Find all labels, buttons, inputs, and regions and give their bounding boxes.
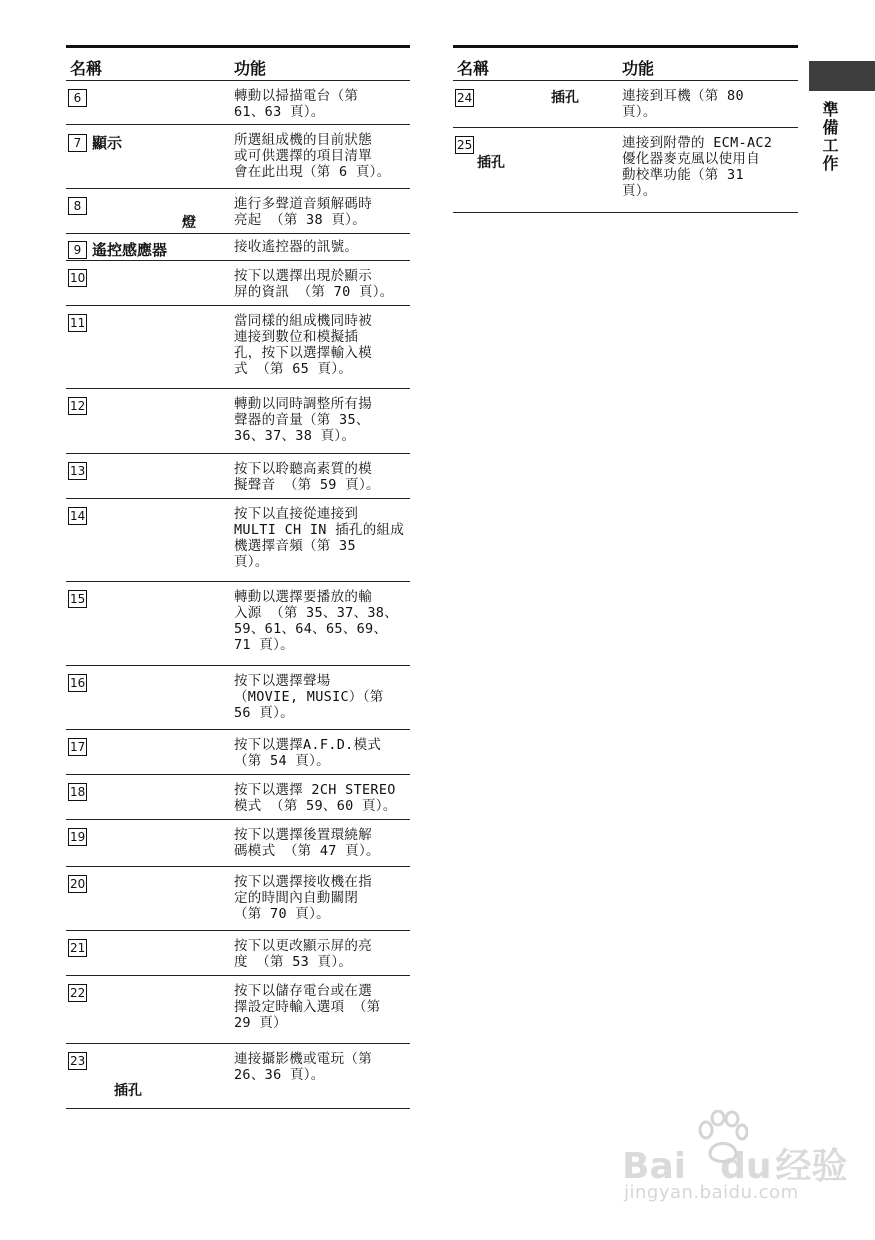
item-number: 17 [70,739,86,754]
item-number: 25 [457,137,473,152]
name-column-header: 名稱 [70,59,103,78]
table-row [66,389,410,454]
item-name: 插孔 [114,1083,142,1099]
item-number: 8 [68,197,87,215]
table-row [66,189,410,234]
table-row [66,666,410,730]
table-header [66,48,410,81]
item-number: 15 [70,591,86,606]
table-row [453,128,798,212]
item-function: 按下以直接從連接到 MULTI CH IN 插孔的組成 機選擇音頻（第 35 頁）。 [234,506,405,570]
item-function: 轉動以選擇要播放的輸 入源 （第 35、37、38、 59、61、64、65、69、 71 頁）。 [234,589,399,653]
item-function: 按下以選擇 2CH STEREO 模式 （第 59、60 頁）。 [234,782,397,814]
item-number: 23 [70,1053,86,1068]
function-column-header: 功能 [622,59,655,78]
item-function: 按下以更改顯示屏的亮 度 （第 53 頁）。 [234,938,372,970]
watermark-url: jingyan.baidu.com [624,1182,799,1203]
item-number: 9 [68,241,87,259]
item-function: 按下以儲存電台或在選 擇設定時輸入選項 （第 29 頁） [234,983,381,1031]
watermark-logo: Bai du 经验 [622,1146,848,1187]
table-row [66,775,410,820]
table-row [453,81,798,128]
item-function: 所選組成機的目前狀態 或可供選擇的項目清單 會在此出現（第 6 頁）。 [234,132,391,180]
item-function: 按下以選擇A.F.D.模式 （第 54 頁）。 [234,737,382,769]
left-table [66,45,410,1109]
item-function: 進行多聲道音頻解碼時 亮起 （第 38 頁）。 [234,196,372,228]
item-function: 連接攝影機或電玩（第 26、36 頁）。 [234,1051,372,1083]
item-function: 按下以選擇聲場 （MOVIE, MUSIC）（第 56 頁）。 [234,673,384,721]
item-number: 14 [70,508,86,523]
table-row [66,976,410,1044]
item-number: 13 [70,463,86,478]
item-function: 按下以聆聽高素質的模 擬聲音 （第 59 頁）。 [234,461,380,493]
right-table [453,45,798,213]
table-row [66,234,410,261]
item-number: 16 [70,675,86,690]
item-name: 顯示 [92,134,123,152]
item-number: 6 [68,89,87,107]
table-row [66,730,410,775]
item-name: 插孔 [477,155,505,171]
item-number: 10 [70,270,86,285]
item-number: 11 [70,315,86,330]
table-row [66,81,410,125]
table-row [66,454,410,499]
section-tab-label: 準備工作 [820,101,839,173]
item-name: 插孔 [551,90,579,106]
item-number: 22 [70,985,86,1000]
item-name: 遙控感應器 [92,241,168,259]
table-row [66,306,410,389]
item-function: 連接到附帶的 ECM-AC2 優化器麥克風以使用自 動校準功能（第 31 頁）。 [622,135,773,199]
section-tab-marker [809,61,875,91]
item-function: 按下以選擇出現於顯示 屏的資訊 （第 70 頁）。 [234,268,394,300]
item-number: 19 [70,829,86,844]
table-header [453,48,798,81]
table-row [66,820,410,867]
item-function: 接收遙控器的訊號。 [234,239,359,255]
item-function: 轉動以掃描電台（第 61、63 頁）。 [234,88,359,120]
item-function: 轉動以同時調整所有揚 聲器的音量（第 35、 36、37、38 頁）。 [234,396,372,444]
table-row [66,931,410,976]
table-row [66,261,410,306]
item-function: 當同樣的組成機同時被 連接到數位和模擬插 孔，按下以選擇輸入模 式 （第 65 頁）。 [234,313,372,377]
item-function: 按下以選擇後置環繞解 碼模式 （第 47 頁）。 [234,827,380,859]
table-row [66,582,410,666]
item-number: 21 [70,940,86,955]
item-number: 18 [70,784,86,799]
item-function: 按下以選擇接收機在指 定的時間內自動關閉 （第 70 頁）。 [234,874,372,922]
table-row [66,1044,410,1108]
name-column-header: 名稱 [457,59,490,78]
table-row [66,867,410,931]
item-number: 7 [68,134,87,152]
item-number: 24 [457,90,473,105]
function-column-header: 功能 [234,59,267,78]
paw-icon [696,1110,748,1168]
item-number: 12 [70,398,86,413]
item-number: 20 [70,876,86,891]
table-row [66,499,410,582]
item-name: 燈 [182,215,196,231]
item-function: 連接到耳機（第 80 頁）。 [622,88,744,120]
table-row [66,125,410,189]
